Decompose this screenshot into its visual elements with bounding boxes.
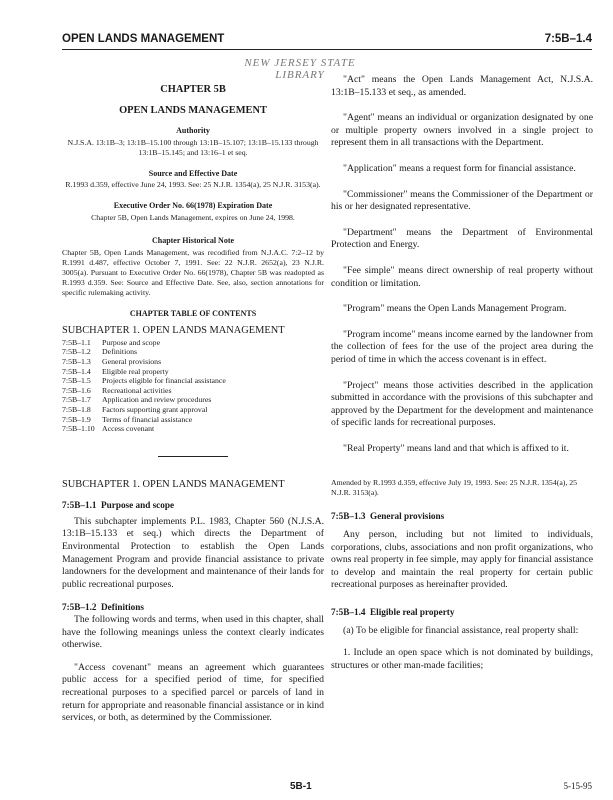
right-column — [331, 74, 593, 672]
section-number: 7:5B–1.2 — [62, 602, 97, 613]
toc-row — [62, 347, 324, 357]
toc-number: 7:5B–1.8 — [62, 404, 91, 414]
toc-title: General provisions — [102, 356, 162, 366]
toc-number: 7:5B–1.7 — [62, 395, 91, 405]
left-column — [62, 74, 324, 725]
section-number: 7:5B–1.4 — [331, 607, 366, 618]
toc-number: 7:5B–1.4 — [62, 366, 91, 376]
running-header — [62, 33, 592, 47]
definition: "Department" means the Department of Environmental Protection and Energy. — [331, 226, 593, 251]
definition: "Project" means those activities described in the application submitted in accordance with the provisions of this subchapter and approved by the Department for the development and maintenance of specific lands for recreational purposes. — [331, 379, 593, 429]
header-title: OPEN LANDS MANAGEMENT — [62, 33, 225, 45]
chapter-title: OPEN LANDS MANAGEMENT — [119, 104, 267, 116]
library-stamp: NEW JERSEY STATE LIBRARY — [244, 57, 356, 81]
toc-row — [62, 415, 324, 425]
toc-row — [62, 386, 324, 396]
toc-number: 7:5B–1.5 — [62, 376, 91, 386]
toc-number: 7:5B–1.9 — [62, 414, 91, 424]
toc-number: 7:5B–1.1 — [62, 337, 91, 347]
revision-date: 5-15-95 — [563, 781, 592, 791]
toc-number: 7:5B–1.3 — [62, 356, 91, 366]
historical-note-text: Chapter 5B, Open Lands Management, was recodified from N.J.A.C. 7:2–12 by R.1991 d.487, effective October 7, 1991. See: 22 N.J.R. 2652(a), 23 N.J.R. 3005(a). Pursuant to Executive Order No. 66(1978), Chapter 5B was readopted as R.1993 d.359. See: Source and Effective Date. See, also, section annotations for specific rulemaking activity. — [62, 247, 324, 297]
definition: "Commissioner" means the Commissioner of the Department or his or her designated representative. — [331, 188, 593, 213]
definitions-intro: The following words and terms, when used in this chapter, shall have the following meanings unless the context clearly indicates otherwise. — [62, 614, 324, 651]
toc-title: Access covenant — [102, 424, 155, 434]
section-number: 7:5B–1.3 — [331, 511, 366, 522]
exec-order-text: Chapter 5B, Open Lands Management, expires on June 24, 1998. — [91, 212, 295, 222]
chapter-number: CHAPTER 5B — [160, 84, 226, 95]
eligibility-intro: (a) To be eligible for financial assistance, real property shall: — [343, 624, 579, 636]
toc-heading: CHAPTER TABLE OF CONTENTS — [129, 308, 257, 318]
definition: "Application" means a request form for financial assistance. — [343, 162, 576, 174]
source-text: R.1993 d.359, effective June 24, 1993. See: 25 N.J.R. 1354(a), 25 N.J.R. 3153(a). — [65, 180, 321, 190]
amendment-note: Amended by R.1993 d.359, effective July 19, 1993. See: 25 N.J.R. 1354(a), 25 N.J.R. 3153(a). — [331, 478, 578, 498]
general-provisions-text: Any person, including but not limited to individuals, corporations, clubs, associations and non profit organizations, who owns real property in fee simple, may apply for financial assistance to develop and maintain the real property for certain public recreational purposes as hereinafter provided. — [331, 529, 593, 591]
toc-row — [62, 357, 324, 367]
authority-heading: Authority — [176, 126, 210, 136]
toc-row — [62, 338, 324, 348]
toc-number: 7:5B–1.10 — [62, 424, 95, 434]
toc-subchapter: SUBCHAPTER 1. OPEN LANDS MANAGEMENT — [62, 325, 285, 337]
exec-order-heading: Executive Order No. 66(1978) Expiration Date — [113, 201, 273, 211]
toc-row — [62, 405, 324, 415]
definition-access-covenant: "Access covenant" means an agreement which guarantees public access for a specified period of time, for specified recreational purposes to a specified parcel or parcels of land in return for appropriate and reasonable financial assistance or in kind services, or both, as determined by the Commissioner. — [62, 661, 324, 724]
page-number: 5B-1 — [290, 781, 312, 792]
toc-row — [62, 424, 324, 434]
toc-title: Projects eligible for financial assistance — [102, 376, 226, 386]
toc-number: 7:5B–1.2 — [62, 347, 91, 357]
toc-row — [62, 395, 324, 405]
definition: "Real Property" means land and that which is affixed to it. — [343, 442, 569, 454]
section-title: Purpose and scope — [101, 500, 175, 511]
definition: "Program" means the Open Lands Management Program. — [343, 303, 567, 315]
source-heading: Source and Effective Date — [148, 168, 238, 178]
section-number: 7:5B–1.1 — [62, 500, 97, 511]
toc-title: Recreational activities — [102, 385, 172, 395]
toc-title: Terms of financial assistance — [102, 414, 193, 424]
toc-row — [62, 367, 324, 377]
toc-title: Definitions — [102, 347, 138, 357]
toc-number: 7:5B–1.6 — [62, 385, 91, 395]
eligibility-item-1: 1. Include an open space which is not dominated by buildings, structures or other man-made facilities; — [331, 647, 593, 671]
section-title: Definitions — [101, 602, 144, 613]
definition: "Agent" means an individual or organization designated by one or multiple property owners involved in a single project to represent them in all transactions with the Department. — [331, 112, 593, 149]
subchapter-heading: SUBCHAPTER 1. OPEN LANDS MANAGEMENT — [62, 478, 285, 490]
definition: "Program income" means income earned by the landowner from the collection of fees for the use of the project area during the period of time in which the access covenant is in effect. — [331, 328, 593, 365]
toc-title: Factors supporting grant approval — [102, 404, 208, 414]
toc-row — [62, 376, 324, 386]
header-section: 7:5B–1.4 — [544, 33, 592, 45]
toc-title: Eligible real property — [102, 366, 169, 376]
definition: "Fee simple" means direct ownership of real property without condition or limitation. — [331, 264, 593, 289]
section-title: Eligible real property — [370, 607, 455, 618]
purpose-text: This subchapter implements P.L. 1983, Chapter 560 (N.J.S.A. 13:1B–15.133 et seq.) which directs the Department of Environmental Protection to establish the Open Lands Management Program and provide financial assistance to private landowners for the development and maintenance of their lands for public recreational purposes. — [62, 515, 324, 590]
table-of-contents — [62, 338, 324, 434]
historical-note-heading: Chapter Historical Note — [151, 235, 235, 245]
toc-title: Purpose and scope — [102, 337, 161, 347]
section-title: General provisions — [370, 511, 445, 522]
header-rule — [62, 49, 592, 50]
authority-text: N.J.S.A. 13:1B–3; 13:1B–15.100 through 13:1B–15.107; 13:1B–15.133 through 13:1B–15.145; and 13:16–1 et seq. — [67, 137, 319, 157]
definition: "Act" means the Open Lands Management Act, N.J.S.A. 13:1B–15.133 et seq., as amended. — [331, 74, 593, 98]
toc-title: Application and review procedures — [102, 395, 212, 405]
